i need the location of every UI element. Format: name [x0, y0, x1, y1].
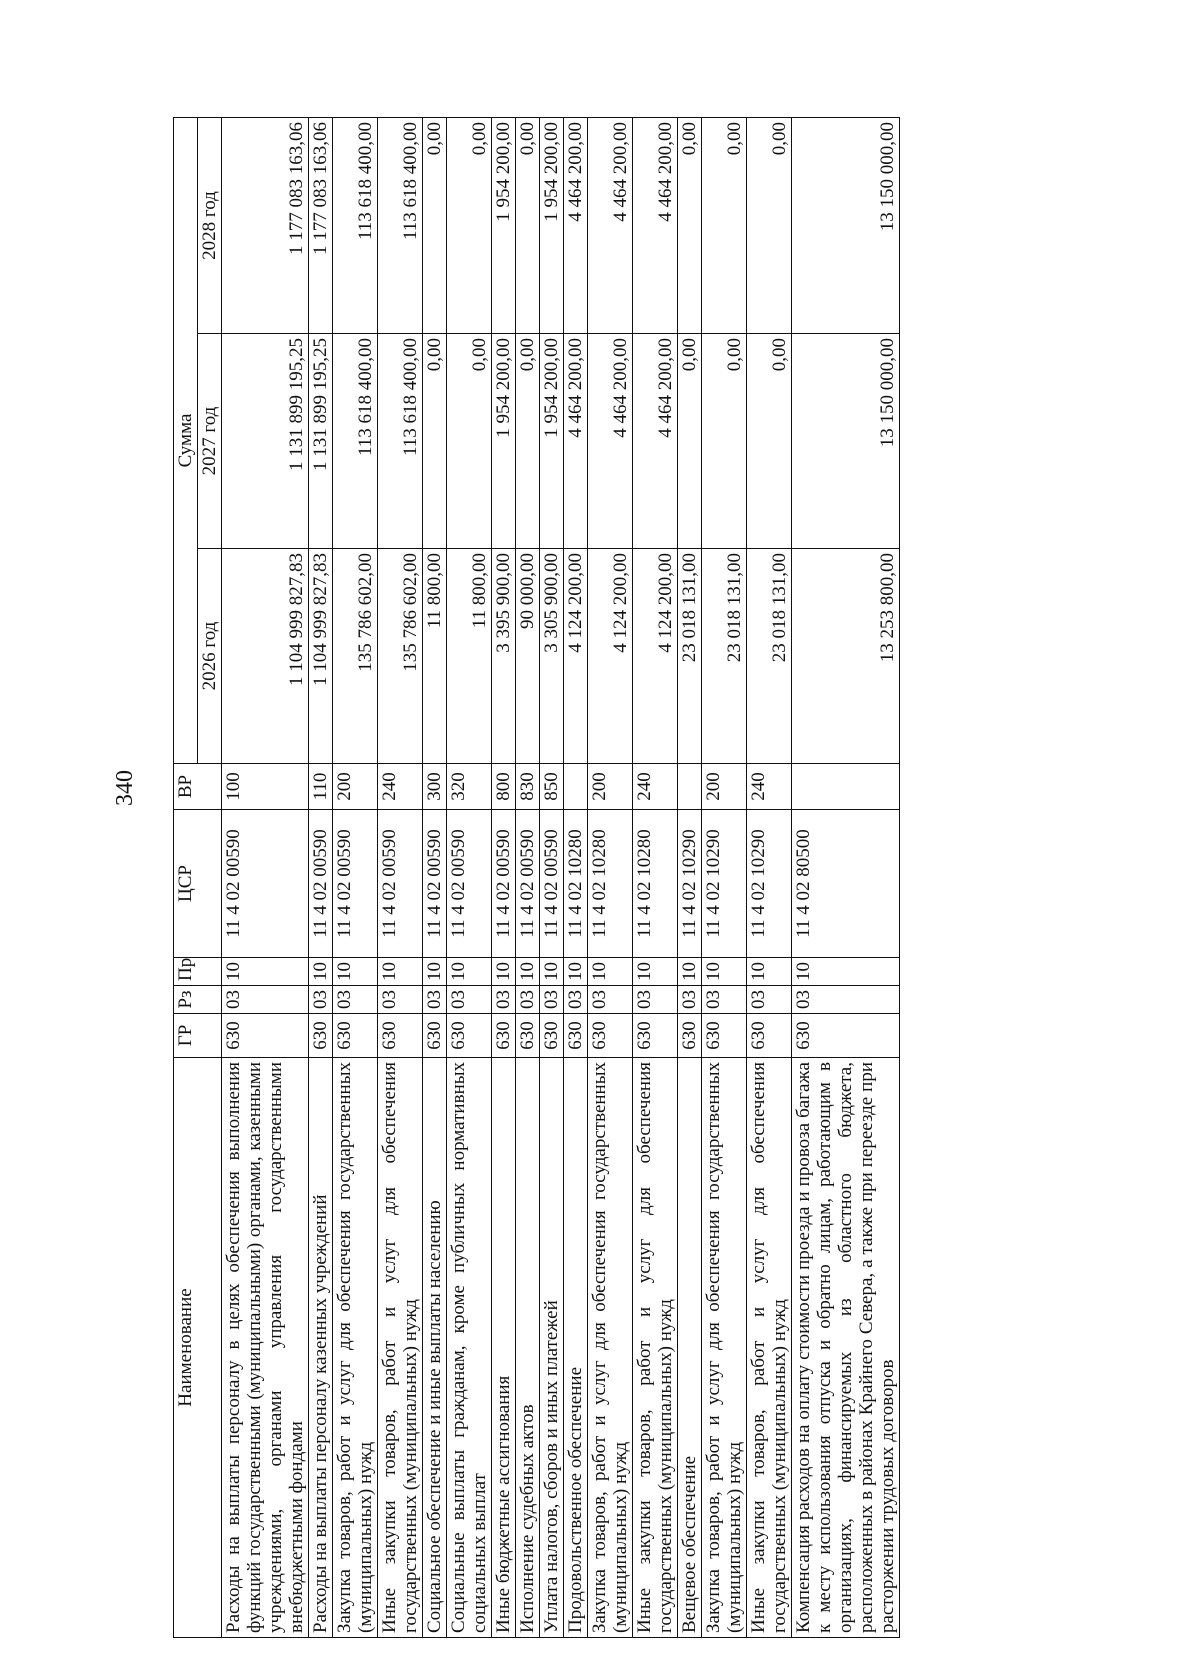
budget-table	[173, 117, 900, 1638]
row-gr: 630	[333, 1014, 378, 1058]
row-name: Социальное обеспечение и иные выплаты населению	[423, 1058, 447, 1638]
row-name: Закупка товаров, работ и услуг для обеспечения государственных (муниципальных) нужд	[702, 1058, 747, 1638]
row-vr: 830	[516, 764, 540, 810]
row-sum-2027: 113 618 400,00	[333, 334, 378, 549]
row-gr: 630	[702, 1014, 747, 1058]
table-row	[633, 118, 678, 1638]
row-vr: 100	[222, 764, 309, 810]
row-sum-2027: 0,00	[447, 334, 492, 549]
row-name: Иные закупки товаров, работ и услуг для обеспечения государственных (муниципальных) нужд	[747, 1058, 792, 1638]
row-vr: 850	[540, 764, 564, 810]
row-sum-2027: 0,00	[702, 334, 747, 549]
row-gr: 630	[588, 1014, 633, 1058]
row-sum-2027: 113 618 400,00	[378, 334, 423, 549]
header-vr: ВР	[174, 764, 222, 810]
row-name: Исполнение судебных актов	[516, 1058, 540, 1638]
row-sum-2026: 4 124 200,00	[633, 549, 678, 764]
row-sum-2026: 4 124 200,00	[588, 549, 633, 764]
row-csr: 11 4 02 00590	[516, 810, 540, 958]
row-rz: 03	[588, 986, 633, 1014]
row-vr: 200	[588, 764, 633, 810]
row-sum-2026: 135 786 602,00	[333, 549, 378, 764]
header-sum: Сумма	[174, 118, 198, 764]
table-row	[492, 118, 516, 1638]
row-csr: 11 4 02 00590	[447, 810, 492, 958]
row-sum-2027: 0,00	[747, 334, 792, 549]
row-name: Продовольственное обеспечение	[564, 1058, 588, 1638]
row-gr: 630	[423, 1014, 447, 1058]
table-row	[702, 118, 747, 1638]
row-sum-2027: 1 954 200,00	[492, 334, 516, 549]
row-sum-2027: 1 131 899 195,25	[309, 334, 333, 549]
row-vr: 320	[447, 764, 492, 810]
row-pr: 10	[309, 958, 333, 986]
row-rz: 03	[309, 986, 333, 1014]
row-rz: 03	[516, 986, 540, 1014]
row-vr	[792, 764, 900, 810]
table-row	[378, 118, 423, 1638]
row-csr: 11 4 02 10280	[633, 810, 678, 958]
row-rz: 03	[633, 986, 678, 1014]
table-row	[540, 118, 564, 1638]
row-name: Иные закупки товаров, работ и услуг для обеспечения государственных (муниципальных) нужд	[633, 1058, 678, 1638]
row-gr: 630	[633, 1014, 678, 1058]
row-name: Расходы на выплаты персоналу в целях обеспечения выполнения функций государственными (муниципальными) органами, казенными учреждениями, органами управления государственными внебюджетными фондами	[222, 1058, 309, 1638]
row-sum-2027: 1 131 899 195,25	[222, 334, 309, 549]
row-name: Компенсация расходов на оплату стоимости проезда и провоза багажа к месту использования отпуска и обратно лицам, работающим в организациях, финансируемых из областного бюджета, расположенных в районах Крайнего Севера, а также при переезде при расторжении трудовых договоров	[792, 1058, 900, 1638]
row-sum-2026: 1 104 999 827,83	[309, 549, 333, 764]
row-gr: 630	[516, 1014, 540, 1058]
row-sum-2028: 0,00	[747, 118, 792, 334]
row-csr: 11 4 02 10290	[747, 810, 792, 958]
row-sum-2027: 0,00	[423, 334, 447, 549]
row-gr: 630	[540, 1014, 564, 1058]
row-sum-2028: 4 464 200,00	[564, 118, 588, 334]
table-row	[222, 118, 309, 1638]
header-row	[174, 118, 198, 1638]
header-rz: Рз	[174, 986, 222, 1014]
row-csr: 11 4 02 10280	[588, 810, 633, 958]
row-sum-2028: 0,00	[423, 118, 447, 334]
row-sum-2028: 1 177 083 163,06	[309, 118, 333, 334]
row-sum-2028: 113 618 400,00	[378, 118, 423, 334]
row-rz: 03	[540, 986, 564, 1014]
row-gr: 630	[222, 1014, 309, 1058]
row-pr: 10	[633, 958, 678, 986]
row-sum-2028: 0,00	[516, 118, 540, 334]
row-sum-2027: 4 464 200,00	[633, 334, 678, 549]
row-sum-2026: 11 800,00	[423, 549, 447, 764]
row-sum-2027: 1 954 200,00	[540, 334, 564, 549]
row-pr: 10	[564, 958, 588, 986]
table-row	[447, 118, 492, 1638]
row-csr: 11 4 02 00590	[309, 810, 333, 958]
row-pr: 10	[447, 958, 492, 986]
row-pr: 10	[702, 958, 747, 986]
row-gr: 630	[378, 1014, 423, 1058]
row-csr: 11 4 02 00590	[333, 810, 378, 958]
header-year-2026: 2026 год	[198, 549, 222, 764]
row-rz: 03	[564, 986, 588, 1014]
row-sum-2027: 0,00	[678, 334, 702, 549]
header-year-2027: 2027 год	[198, 334, 222, 549]
row-gr: 630	[678, 1014, 702, 1058]
table-row	[747, 118, 792, 1638]
row-sum-2028: 13 150 000,00	[792, 118, 900, 334]
row-rz: 03	[447, 986, 492, 1014]
row-sum-2026: 23 018 131,00	[747, 549, 792, 764]
row-pr: 10	[423, 958, 447, 986]
row-pr: 10	[378, 958, 423, 986]
row-sum-2026: 13 253 800,00	[792, 549, 900, 764]
table-row	[423, 118, 447, 1638]
row-gr: 630	[747, 1014, 792, 1058]
row-csr: 11 4 02 10280	[564, 810, 588, 958]
row-sum-2026: 4 124 200,00	[564, 549, 588, 764]
row-sum-2027: 4 464 200,00	[564, 334, 588, 549]
row-name: Иные бюджетные ассигнования	[492, 1058, 516, 1638]
table-row	[564, 118, 588, 1638]
row-vr: 240	[378, 764, 423, 810]
row-sum-2028: 113 618 400,00	[333, 118, 378, 334]
table-row	[678, 118, 702, 1638]
row-vr: 110	[309, 764, 333, 810]
row-csr: 11 4 02 10290	[678, 810, 702, 958]
row-pr: 10	[540, 958, 564, 986]
row-sum-2026: 11 800,00	[447, 549, 492, 764]
header-pr: Пр	[174, 958, 222, 986]
row-sum-2026: 23 018 131,00	[702, 549, 747, 764]
row-sum-2028: 4 464 200,00	[633, 118, 678, 334]
row-sum-2027: 13 150 000,00	[792, 334, 900, 549]
table-row	[588, 118, 633, 1638]
table-row	[333, 118, 378, 1638]
row-name: Уплата налогов, сборов и иных платежей	[540, 1058, 564, 1638]
row-gr: 630	[447, 1014, 492, 1058]
row-vr	[678, 764, 702, 810]
row-name: Вещевое обеспечение	[678, 1058, 702, 1638]
row-gr: 630	[792, 1014, 900, 1058]
row-vr: 800	[492, 764, 516, 810]
row-rz: 03	[702, 986, 747, 1014]
row-vr: 200	[333, 764, 378, 810]
row-rz: 03	[333, 986, 378, 1014]
row-rz: 03	[792, 986, 900, 1014]
row-sum-2028: 1 954 200,00	[540, 118, 564, 334]
header-csr: ЦСР	[174, 810, 222, 958]
row-gr: 630	[492, 1014, 516, 1058]
row-vr: 240	[747, 764, 792, 810]
row-csr: 11 4 02 00590	[423, 810, 447, 958]
row-gr: 630	[309, 1014, 333, 1058]
header-year-2028: 2028 год	[198, 118, 222, 334]
page-number: 340	[112, 770, 138, 806]
row-sum-2028: 0,00	[678, 118, 702, 334]
row-rz: 03	[423, 986, 447, 1014]
row-csr: 11 4 02 00590	[378, 810, 423, 958]
row-pr: 10	[792, 958, 900, 986]
row-name: Закупка товаров, работ и услуг для обеспечения государственных (муниципальных) нужд	[588, 1058, 633, 1638]
row-rz: 03	[747, 986, 792, 1014]
row-csr: 11 4 02 00590	[492, 810, 516, 958]
row-sum-2027: 4 464 200,00	[588, 334, 633, 549]
row-vr: 240	[633, 764, 678, 810]
row-name: Социальные выплаты гражданам, кроме публичных нормативных социальных выплат	[447, 1058, 492, 1638]
row-name: Закупка товаров, работ и услуг для обеспечения государственных (муниципальных) нужд	[333, 1058, 378, 1638]
row-pr: 10	[492, 958, 516, 986]
row-vr: 300	[423, 764, 447, 810]
row-pr: 10	[678, 958, 702, 986]
row-sum-2028: 1 954 200,00	[492, 118, 516, 334]
row-csr: 11 4 02 00590	[540, 810, 564, 958]
table-row	[309, 118, 333, 1638]
row-pr: 10	[588, 958, 633, 986]
row-name: Иные закупки товаров, работ и услуг для обеспечения государственных (муниципальных) нужд	[378, 1058, 423, 1638]
row-rz: 03	[492, 986, 516, 1014]
row-sum-2026: 1 104 999 827,83	[222, 549, 309, 764]
row-csr: 11 4 02 00590	[222, 810, 309, 958]
row-pr: 10	[222, 958, 309, 986]
row-csr: 11 4 02 10290	[702, 810, 747, 958]
row-pr: 10	[516, 958, 540, 986]
row-rz: 03	[378, 986, 423, 1014]
row-sum-2027: 0,00	[516, 334, 540, 549]
header-gr: ГР	[174, 1014, 222, 1058]
row-sum-2026: 3 395 900,00	[492, 549, 516, 764]
row-pr: 10	[747, 958, 792, 986]
row-rz: 03	[678, 986, 702, 1014]
table-row	[792, 118, 900, 1638]
row-sum-2028: 4 464 200,00	[588, 118, 633, 334]
row-sum-2028: 0,00	[447, 118, 492, 334]
row-vr	[564, 764, 588, 810]
row-rz: 03	[222, 986, 309, 1014]
row-sum-2026: 90 000,00	[516, 549, 540, 764]
row-sum-2028: 1 177 083 163,06	[222, 118, 309, 334]
row-name: Расходы на выплаты персоналу казенных учреждений	[309, 1058, 333, 1638]
row-sum-2026: 3 305 900,00	[540, 549, 564, 764]
table-row	[516, 118, 540, 1638]
budget-table-container	[173, 118, 1200, 1638]
row-gr: 630	[564, 1014, 588, 1058]
header-name: Наименование	[174, 1058, 222, 1638]
row-pr: 10	[333, 958, 378, 986]
row-sum-2028: 0,00	[702, 118, 747, 334]
row-vr: 200	[702, 764, 747, 810]
row-sum-2026: 135 786 602,00	[378, 549, 423, 764]
row-sum-2026: 23 018 131,00	[678, 549, 702, 764]
row-csr: 11 4 02 80500	[792, 810, 900, 958]
